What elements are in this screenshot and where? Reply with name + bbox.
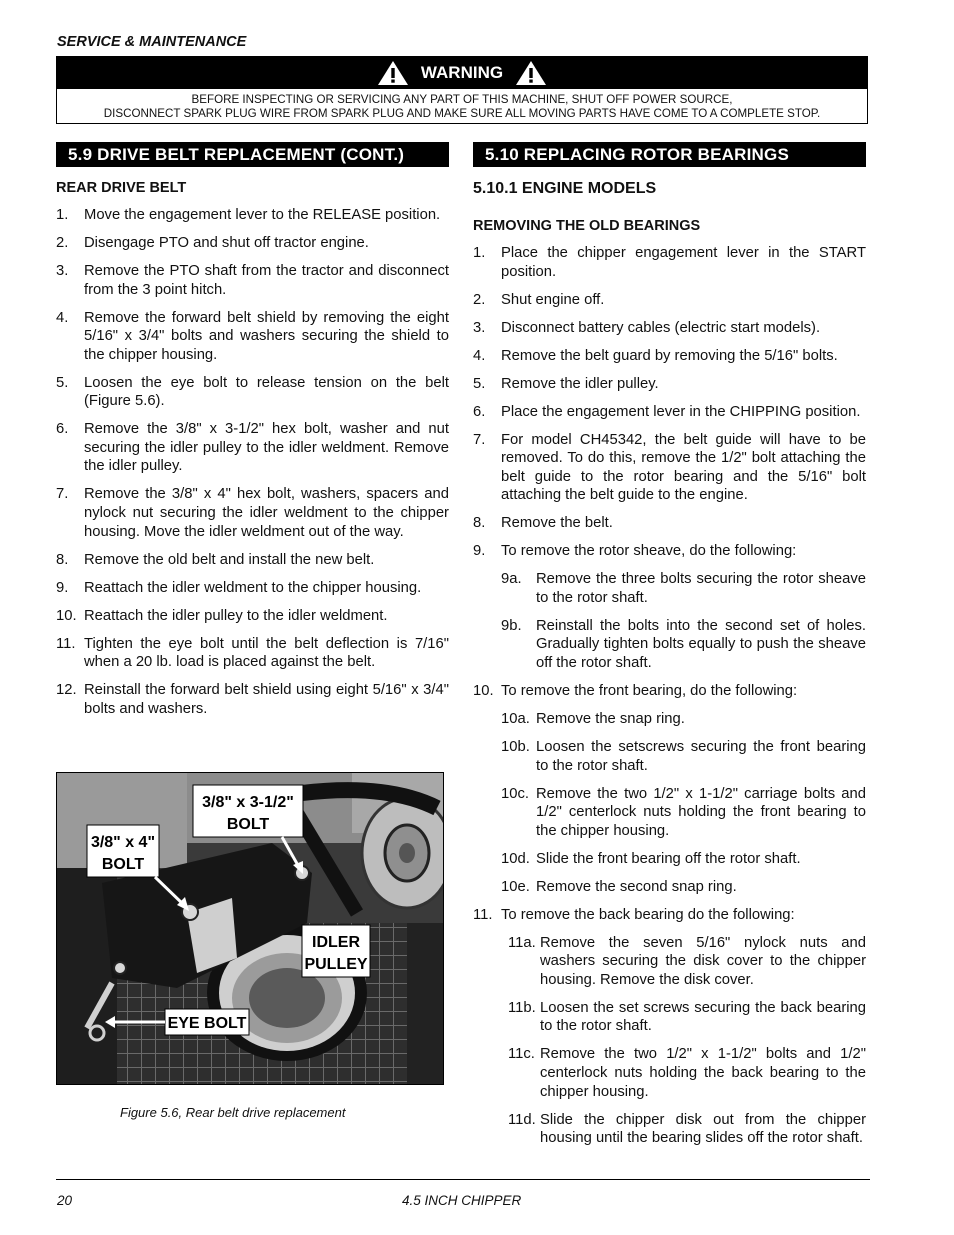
list-item-number: 9. [56, 579, 69, 596]
section-title-5-9: 5.9 DRIVE BELT REPLACEMENT (CONT.) [56, 142, 449, 167]
list-item-text: Remove the PTO shaft from the tractor and disconnect from the 3 point hitch. [84, 262, 449, 298]
list-item [56, 551, 449, 570]
list-item-number: 10a. [501, 710, 530, 727]
list-item-number: 12. [56, 682, 77, 699]
list-item-text: To remove the rotor sheave, do the following: [501, 543, 797, 560]
section-title-5-10: 5.10 REPLACING ROTOR BEARINGS [473, 142, 866, 167]
list-item-number: 6. [56, 421, 69, 438]
figure-photo-illustration [57, 773, 444, 1085]
label-bolt-3-8x4-line1: 3/8" x 4" [90, 834, 156, 851]
list-item [473, 934, 866, 990]
list-item [56, 420, 449, 476]
list-item-text: Loosen the setscrews securing the front bearing to the rotor shaft. [536, 738, 866, 774]
list-item-number: 8. [473, 515, 486, 532]
list-item [473, 1111, 866, 1148]
subheading-rear-drive-belt: REAR DRIVE BELT [56, 180, 187, 196]
list-item [473, 785, 866, 841]
list-item-text: Reinstall the forward belt shield using eight 5/16" x 3/4" bolts and washers. [84, 682, 449, 717]
warning-text [57, 89, 867, 121]
list-item-number: 1. [473, 245, 486, 261]
list-item-text: For model CH45342, the belt guide will have to be removed. To do this, remove the 1/2" bolt attaching the belt guide to the rotor bearing and the 5/16" bolt attaching the belt guide to the engine. [501, 431, 866, 504]
list-item [473, 1045, 866, 1101]
list-item-text: Loosen the eye bolt to release tension on the belt (Figure 5.6). [84, 374, 449, 410]
list-item-number: 7. [56, 486, 69, 503]
list-item-number: 2. [56, 234, 69, 251]
running-header: SERVICE & MAINTENANCE [57, 34, 247, 50]
list-item-number: 9a. [501, 571, 522, 588]
subsection-title-5-10-1: 5.10.1 ENGINE MODELS [473, 180, 657, 197]
list-item [473, 617, 866, 673]
label-bolt-3-8x4-line2: BOLT [101, 856, 145, 873]
list-item [56, 374, 449, 411]
list-item-text: Remove the forward belt shield by removing the eight 5/16" x 3/4" bolts and washers securing the shield to the chipper housing. [84, 309, 449, 363]
list-item [473, 291, 866, 310]
list-item-text: Shut engine off. [501, 291, 605, 308]
list-item-text: Remove the old belt and install the new belt. [84, 551, 375, 568]
list-item-text: Place the engagement lever in the CHIPPING position. [501, 403, 861, 420]
page-number: 20 [57, 1193, 73, 1208]
list-item-text: Remove the second snap ring. [536, 878, 737, 895]
list-item-text: Tighten the eye bolt until the belt deflection is 7/16" when a 20 lb. load is placed against the belt. [84, 635, 449, 671]
list-item-number: 9. [473, 543, 486, 560]
list-item [473, 319, 866, 338]
list-item-text: Slide the front bearing off the rotor shaft. [536, 850, 801, 867]
list-item-text: Remove the belt guard by removing the 5/16" bolts. [501, 347, 838, 364]
list-item [473, 906, 866, 925]
list-item-number: 3. [56, 262, 69, 279]
label-idler-line2: PULLEY [304, 956, 368, 973]
footer-title: 4.5 INCH CHIPPER [402, 1193, 522, 1208]
list-item [473, 514, 866, 533]
list-item [56, 681, 449, 718]
list-item-text: Place the chipper engagement lever in the START position. [501, 245, 866, 280]
list-item [473, 850, 866, 869]
list-item-number: 10b. [501, 738, 530, 755]
list-item [56, 579, 449, 598]
list-item-text: Remove the belt. [501, 515, 613, 532]
list-item-text: Remove the three bolts securing the rotor sheave to the rotor shaft. [536, 571, 866, 606]
list-item-number: 11d. [508, 1111, 536, 1128]
list-item-text: Reinstall the bolts into the second set of holes. Gradually tighten bolts equally to push the sheave off the rotor shaft. [536, 617, 866, 671]
list-item-number: 3. [473, 319, 486, 336]
list-item-text: Remove the 3/8" x 3-1/2" hex bolt, washer and nut securing the idler pulley to the idler weldment. Remove the idler pulley. [84, 421, 449, 475]
list-item [473, 542, 866, 561]
list-item-number: 8. [56, 551, 69, 568]
list-item [473, 878, 866, 897]
list-item-number: 5. [473, 375, 486, 392]
list-item [473, 403, 866, 422]
list-item-number: 11a. [508, 934, 536, 951]
list-item [473, 738, 866, 775]
list-item-number: 9b. [501, 617, 522, 634]
list-item-text: To remove the front bearing, do the following: [501, 682, 798, 699]
list-item-text: Remove the snap ring. [536, 710, 685, 727]
list-item-text: Reattach the idler weldment to the chipper housing. [84, 579, 422, 596]
list-item-number: 10e. [501, 878, 530, 895]
list-item-number: 5. [56, 374, 69, 391]
list-item [473, 347, 866, 366]
label-bolt-3-8x3-1-2-line2: BOLT [226, 816, 270, 833]
subheading-removing-old-bearings: REMOVING THE OLD BEARINGS [473, 218, 701, 234]
footer-rule [56, 1179, 870, 1180]
list-item [56, 635, 449, 672]
list-item-text: Remove the two 1/2" x 1-1/2" carriage bolts and 1/2" centerlock nuts holding the front bearing to the chipper housing. [536, 785, 866, 839]
list-item-number: 1. [56, 207, 69, 223]
list-item-number: 11. [473, 906, 493, 923]
warning-title-bar [57, 57, 867, 89]
right-step-list [473, 244, 866, 1157]
list-item [56, 262, 449, 299]
list-item-number: 10c. [501, 785, 529, 802]
warning-line-1: BEFORE INSPECTING OR SERVICING ANY PART OF THIS MACHINE, SHUT OFF POWER SOURCE, [191, 93, 733, 106]
list-item [473, 710, 866, 729]
list-item-text: Disconnect battery cables (electric start models). [501, 319, 821, 336]
list-item [473, 682, 866, 701]
list-item-number: 4. [473, 347, 486, 364]
list-item [473, 570, 866, 607]
list-item [56, 234, 449, 253]
list-item-text: Move the engagement lever to the RELEASE position. [84, 207, 441, 223]
list-item-text: To remove the back bearing do the following: [501, 906, 795, 923]
list-item-text: Disengage PTO and shut off tractor engine. [84, 234, 369, 251]
left-step-list [56, 206, 449, 728]
list-item-text: Remove the idler pulley. [501, 375, 659, 392]
list-item-number: 11b. [508, 999, 536, 1016]
list-item-number: 7. [473, 431, 486, 448]
list-item-number: 11c. [508, 1046, 535, 1063]
warning-title: WARNING [420, 63, 504, 82]
list-item-number: 4. [56, 309, 69, 326]
label-idler-line1: IDLER [312, 934, 360, 951]
warning-line-2: DISCONNECT SPARK PLUG WIRE FROM SPARK PLUG AND MAKE SURE ALL MOVING PARTS HAVE COME TO A COMPLETE STOP. [103, 107, 821, 120]
list-item-text: Remove the 3/8" x 4" hex bolt, washers, spacers and nylock nut securing the idler weldment to the chipper housing. Move the idler weldment out of the way. [84, 486, 449, 540]
figure-rear-belt-drive [56, 772, 444, 1085]
list-item-number: 10. [56, 607, 77, 624]
list-item-text: Reattach the idler pulley to the idler weldment. [84, 607, 388, 624]
list-item-text: Loosen the set screws securing the back bearing to the rotor shaft. [540, 999, 866, 1035]
list-item [56, 309, 449, 365]
list-item [473, 375, 866, 394]
warning-triangle-icon [377, 60, 409, 86]
list-item-text: Slide the chipper disk out from the chipper housing until the bearing slides off the rotor shaft. [540, 1111, 866, 1147]
list-item-text: Remove the two 1/2" x 1-1/2" bolts and 1/2" centerlock nuts holding the back bearing to the chipper housing. [540, 1046, 866, 1100]
list-item-number: 6. [473, 403, 486, 420]
list-item [56, 485, 449, 541]
warning-box [56, 56, 868, 124]
list-item [56, 206, 449, 225]
list-item-number: 10d. [501, 850, 530, 867]
list-item [473, 244, 866, 281]
list-item-number: 2. [473, 291, 486, 308]
list-item [56, 607, 449, 626]
list-item [473, 999, 866, 1036]
list-item-number: 10. [473, 682, 494, 699]
label-bolt-3-8x3-1-2-line1: 3/8" x 3-1/2" [202, 794, 294, 811]
warning-triangle-icon [515, 60, 547, 86]
label-eye-bolt: EYE BOLT [167, 1015, 247, 1032]
figure-caption: Figure 5.6, Rear belt drive replacement [120, 1105, 346, 1120]
list-item-text: Remove the seven 5/16" nylock nuts and washers securing the disk cover to the chipper housing. Remove the disk cover. [540, 934, 866, 988]
list-item-number: 11. [56, 635, 76, 652]
list-item [473, 431, 866, 505]
